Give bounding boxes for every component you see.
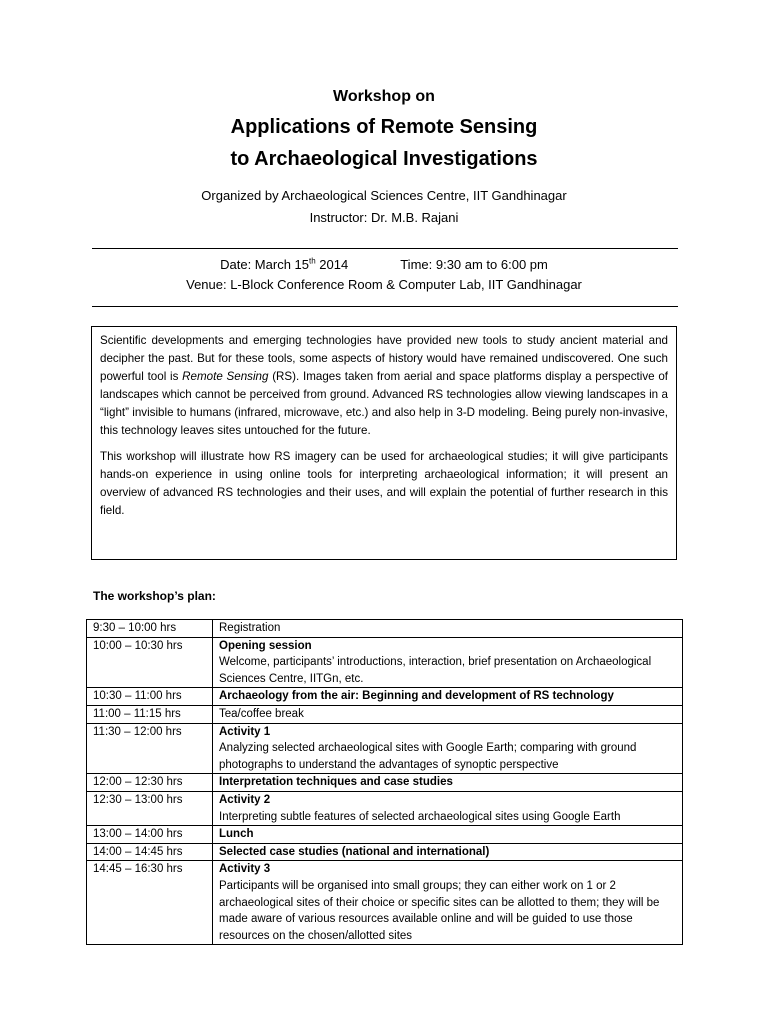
session-cell: [213, 723, 683, 774]
session-detail: Welcome, participants’ introductions, interaction, brief presentation on Archaeological Sciences Centre, IITGn, etc.: [219, 656, 652, 685]
intro-p1-text-a: Scientific developments and emerging technologies have provided new tools to study ancient material and decipher the past. But for these tools, some aspects of history would have remained undiscovered. One such powerful tool is: [100, 334, 668, 383]
table-row: [87, 861, 683, 945]
schedule-table: [86, 619, 683, 945]
session-detail: Analyzing selected archaeological sites with Google Earth; comparing with ground photographs to understand the advantages of synoptic perspective: [219, 742, 637, 771]
table-row: [87, 791, 683, 825]
workshop-label: Workshop on: [333, 88, 435, 105]
plan-heading: The workshop’s plan:: [93, 589, 216, 603]
bottom-divider: [92, 306, 678, 307]
table-row: [87, 723, 683, 774]
intro-box: [91, 326, 677, 560]
session-cell: [213, 637, 683, 688]
time-cell: 14:45 – 16:30 hrs: [87, 861, 213, 945]
table-row: [87, 774, 683, 792]
top-divider: [92, 248, 678, 249]
title-line-2: to Archaeological Investigations: [230, 148, 538, 170]
session-cell: [213, 620, 683, 638]
session-cell: [213, 774, 683, 792]
time-cell: 10:00 – 10:30 hrs: [87, 637, 213, 688]
time-cell: 12:30 – 13:00 hrs: [87, 791, 213, 825]
session-title: Archaeology from the air: Beginning and development of RS technology: [219, 690, 614, 703]
session-cell: [213, 826, 683, 844]
time-cell: 14:00 – 14:45 hrs: [87, 843, 213, 861]
date-time-line: [0, 257, 768, 272]
session-title: Selected case studies (national and international): [219, 845, 490, 858]
title-line-1: Applications of Remote Sensing: [230, 116, 538, 138]
time: Time: 9:30 am to 6:00 pm: [400, 257, 548, 272]
table-row: [87, 620, 683, 638]
session-cell: [213, 688, 683, 706]
session-title: Activity 3: [219, 863, 271, 876]
session-detail: Interpreting subtle features of selected archaeological sites using Google Earth: [219, 810, 621, 823]
table-row: [87, 843, 683, 861]
time-cell: 11:00 – 11:15 hrs: [87, 705, 213, 723]
session-title: Opening session: [219, 639, 312, 652]
time-cell: 9:30 – 10:00 hrs: [87, 620, 213, 638]
time-cell: 11:30 – 12:00 hrs: [87, 723, 213, 774]
session-title: Interpretation techniques and case studies: [219, 776, 453, 789]
session-title: Activity 2: [219, 793, 271, 806]
time-cell: 10:30 – 11:00 hrs: [87, 688, 213, 706]
session-cell: [213, 705, 683, 723]
session-title: Tea/coffee break: [219, 707, 304, 720]
session-cell: [213, 843, 683, 861]
date-text: Date: March 15: [220, 257, 309, 272]
session-title: Lunch: [219, 828, 254, 841]
instructor: Instructor: Dr. M.B. Rajani: [309, 210, 459, 225]
intro-p1-text-b: (RS). Images taken from aerial and space platforms display a perspective of landscapes which cannot be perceived from ground. Advanced RS technologies allow viewing landscapes in a “light” invisible to humans (infrared, microwave, etc.) and also help in 3-D modeling. Being purely non-invasive, this technology leaves sites untouched for the future.: [100, 370, 668, 437]
table-row: [87, 637, 683, 688]
table-row: [87, 688, 683, 706]
intro-p1-emphasis: Remote Sensing: [182, 370, 269, 383]
date: [220, 257, 348, 272]
session-title: Activity 1: [219, 725, 271, 738]
organized-by: Organized by Archaeological Sciences Centre, IIT Gandhinagar: [201, 188, 567, 203]
session-title: Registration: [219, 622, 281, 634]
venue: Venue: L-Block Conference Room & Computer Lab, IIT Gandhinagar: [186, 277, 582, 292]
table-row: [87, 826, 683, 844]
date-year: 2014: [315, 257, 349, 272]
time-cell: 13:00 – 14:00 hrs: [87, 826, 213, 844]
table-row: [87, 705, 683, 723]
intro-paragraph-1: [100, 332, 668, 440]
time-cell: 12:00 – 12:30 hrs: [87, 774, 213, 792]
session-cell: [213, 791, 683, 825]
intro-paragraph-2: This workshop will illustrate how RS imagery can be used for archaeological studies; it will give participants hands-on experience in using online tools for interpreting archaeological information; it will present an overview of advanced RS technologies and their uses, and will explain the potential of further research in this field.: [100, 450, 668, 517]
session-detail: Participants will be organised into small groups; they can either work on 1 or 2 archaeological sites of their choice or specific sites can be allotted to them; they will be made aware of various resources available online and will be guided to use those resources on the chosen/allotted sites: [219, 879, 660, 942]
date-superscript: th: [309, 256, 316, 266]
session-cell: [213, 861, 683, 945]
